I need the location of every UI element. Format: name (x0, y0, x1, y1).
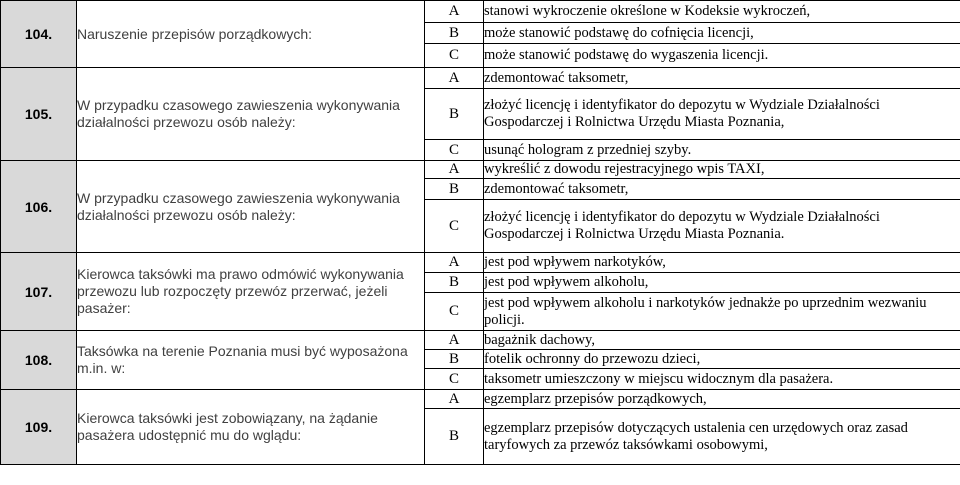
answer-letter: A (425, 253, 484, 273)
answer-text: złożyć licencję i identyfikator do depozytu w Wydziale Działalności Gospodarczej i Rolnictwa Urzędu Miasta Poznania, (484, 89, 960, 140)
question-text: Naruszenie przepisów porządkowych: (77, 1, 425, 68)
question-text: Taksówka na terenie Poznania musi być wyposażona m.in. w: (77, 331, 425, 390)
answer-text: jest pod wpływem alkoholu, (484, 273, 960, 293)
answer-letter: A (425, 390, 484, 409)
answer-row (1, 68, 960, 89)
answer-text: jest pod wpływem alkoholu i narkotyków jednakże po uprzednim wezwaniu policji. (484, 293, 960, 331)
answer-row (1, 161, 960, 179)
answer-letter: B (425, 409, 484, 465)
answer-letter: C (425, 293, 484, 331)
answer-text: stanowi wykroczenie określone w Kodeksie wykroczeń, (484, 1, 960, 23)
question-number: 106. (1, 161, 77, 253)
question-number: 104. (1, 1, 77, 68)
question-number: 108. (1, 331, 77, 390)
answer-letter: A (425, 1, 484, 23)
question-number: 105. (1, 68, 77, 161)
answer-text: egzemplarz przepisów dotyczących ustalenia cen urzędowych oraz zasad taryfowych za przewóz taksówkami osobowymi, (484, 409, 960, 465)
answer-text: wykreślić z dowodu rejestracyjnego wpis TAXI, (484, 161, 960, 179)
answer-text: fotelik ochronny do przewozu dzieci, (484, 350, 960, 369)
answer-letter: A (425, 161, 484, 179)
answer-text: może stanowić podstawę do cofnięcia licencji, (484, 23, 960, 44)
answer-text: może stanowić podstawę do wygaszenia licencji. (484, 44, 960, 68)
answer-text: bagażnik dachowy, (484, 331, 960, 350)
answer-text: taksometr umieszczony w miejscu widocznym dla pasażera. (484, 369, 960, 390)
answer-letter: C (425, 140, 484, 161)
answer-letter: B (425, 350, 484, 369)
answer-text: jest pod wpływem narkotyków, (484, 253, 960, 273)
answer-row (1, 390, 960, 409)
question-text: Kierowca taksówki jest zobowiązany, na żądanie pasażera udostępnić mu do wglądu: (77, 390, 425, 465)
answer-row (1, 253, 960, 273)
question-text: Kierowca taksówki ma prawo odmówić wykonywania przewozu lub rozpoczęty przewóz przerwać, jeżeli pasażer: (77, 253, 425, 331)
question-text: W przypadku czasowego zawieszenia wykonywania działalności przewozu osób należy: (77, 68, 425, 161)
question-text: W przypadku czasowego zawieszenia wykonywania działalności przewozu osób należy: (77, 161, 425, 253)
answer-row (1, 331, 960, 350)
answer-text: zdemontować taksometr, (484, 179, 960, 200)
answer-letter: B (425, 179, 484, 200)
answer-letter: C (425, 200, 484, 253)
answer-letter: C (425, 369, 484, 390)
question-number: 107. (1, 253, 77, 331)
answer-letter: B (425, 89, 484, 140)
answer-letter: B (425, 273, 484, 293)
answer-text: egzemplarz przepisów porządkowych, (484, 390, 960, 409)
answer-text: zdemontować taksometr, (484, 68, 960, 89)
answer-row (1, 1, 960, 23)
answer-text: złożyć licencję i identyfikator do depozytu w Wydziale Działalności Gospodarczej i Rolnictwa Urzędu Miasta Poznania. (484, 200, 960, 253)
answer-letter: A (425, 68, 484, 89)
answer-letter: B (425, 23, 484, 44)
answer-text: usunąć hologram z przedniej szyby. (484, 140, 960, 161)
question-number: 109. (1, 390, 77, 465)
answer-letter: C (425, 44, 484, 68)
answer-letter: A (425, 331, 484, 350)
